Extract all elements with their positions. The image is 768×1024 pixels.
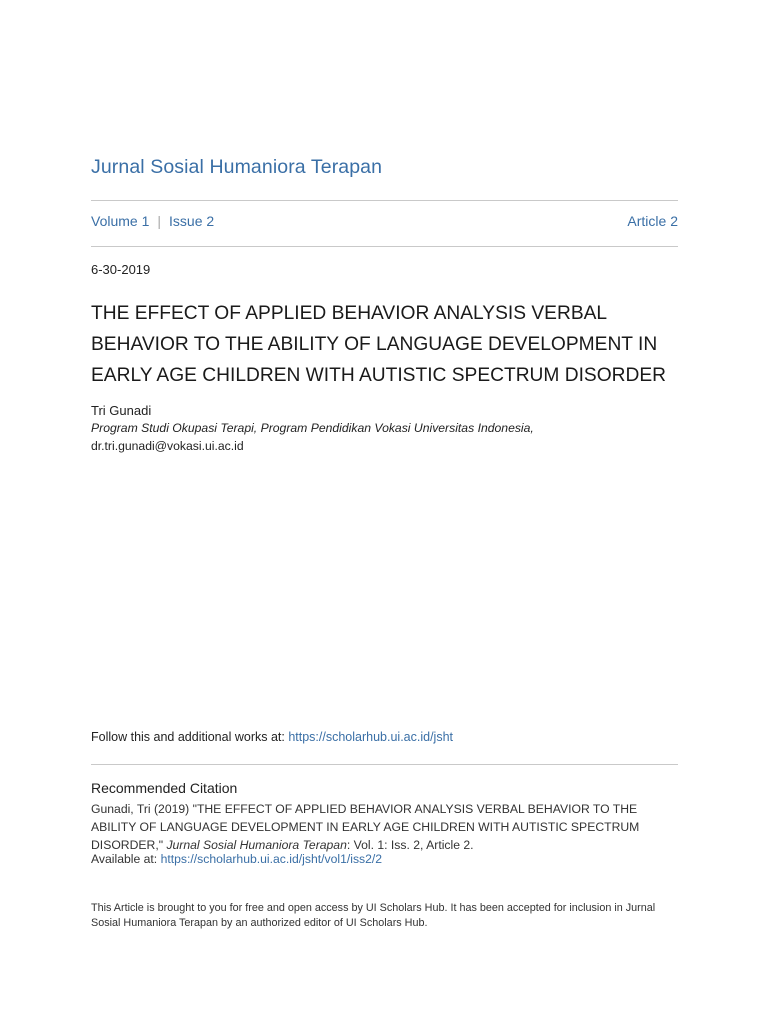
nav-separator: | bbox=[157, 213, 162, 229]
follow-line bbox=[91, 730, 453, 744]
citation-divider bbox=[91, 764, 678, 765]
publication-date: 6-30-2019 bbox=[91, 262, 151, 277]
citation-text bbox=[91, 800, 678, 854]
issue-navigation bbox=[91, 213, 678, 229]
article-link[interactable]: Article 2 bbox=[627, 213, 678, 229]
author-name: Tri Gunadi bbox=[91, 403, 152, 418]
available-label: Available at: bbox=[91, 852, 161, 866]
volume-link[interactable]: Volume 1 bbox=[91, 213, 150, 229]
available-url-link[interactable]: https://scholarhub.ui.ac.id/jsht/vol1/iss2/2 bbox=[160, 852, 383, 866]
citation-heading: Recommended Citation bbox=[91, 780, 238, 796]
author-email: dr.tri.gunadi@vokasi.ui.ac.id bbox=[91, 439, 244, 453]
issue-link[interactable]: Issue 2 bbox=[169, 213, 215, 229]
follow-label: Follow this and additional works at: bbox=[91, 730, 289, 744]
article-title: THE EFFECT OF APPLIED BEHAVIOR ANALYSIS VERBAL BEHAVIOR TO THE ABILITY OF LANGUAGE DEVELOPMENT IN EARLY AGE CHILDREN WITH AUTISTIC SPECTRUM DISORDER bbox=[91, 303, 666, 386]
journal-title-link[interactable]: Jurnal Sosial Humaniora Terapan bbox=[91, 156, 383, 178]
author-affiliation: Program Studi Okupasi Terapi, Program Pendidikan Vokasi Universitas Indonesia, bbox=[91, 421, 534, 435]
available-at-line bbox=[91, 852, 382, 866]
nav-divider bbox=[91, 246, 678, 247]
top-divider bbox=[91, 200, 678, 201]
follow-url-link[interactable]: https://scholarhub.ui.ac.id/jsht bbox=[288, 730, 454, 744]
citation-main-text: Gunadi, Tri (2019) "THE EFFECT OF APPLIED BEHAVIOR ANALYSIS VERBAL BEHAVIOR TO THE ABILITY OF LANGUAGE DEVELOPMENT IN EARLY AGE CHILDREN WITH AUTISTIC SPECTRUM DISORDER," bbox=[91, 802, 640, 852]
access-notice: This Article is brought to you for free and open access by UI Scholars Hub. It has been accepted for inclusion in Jurnal Sosial Humaniora Terapan by an authorized editor of UI Scholars Hub. bbox=[91, 902, 656, 929]
citation-volume-info: : Vol. 1: Iss. 2, Article 2. bbox=[346, 838, 474, 852]
citation-journal-name: Jurnal Sosial Humaniora Terapan bbox=[166, 838, 347, 852]
